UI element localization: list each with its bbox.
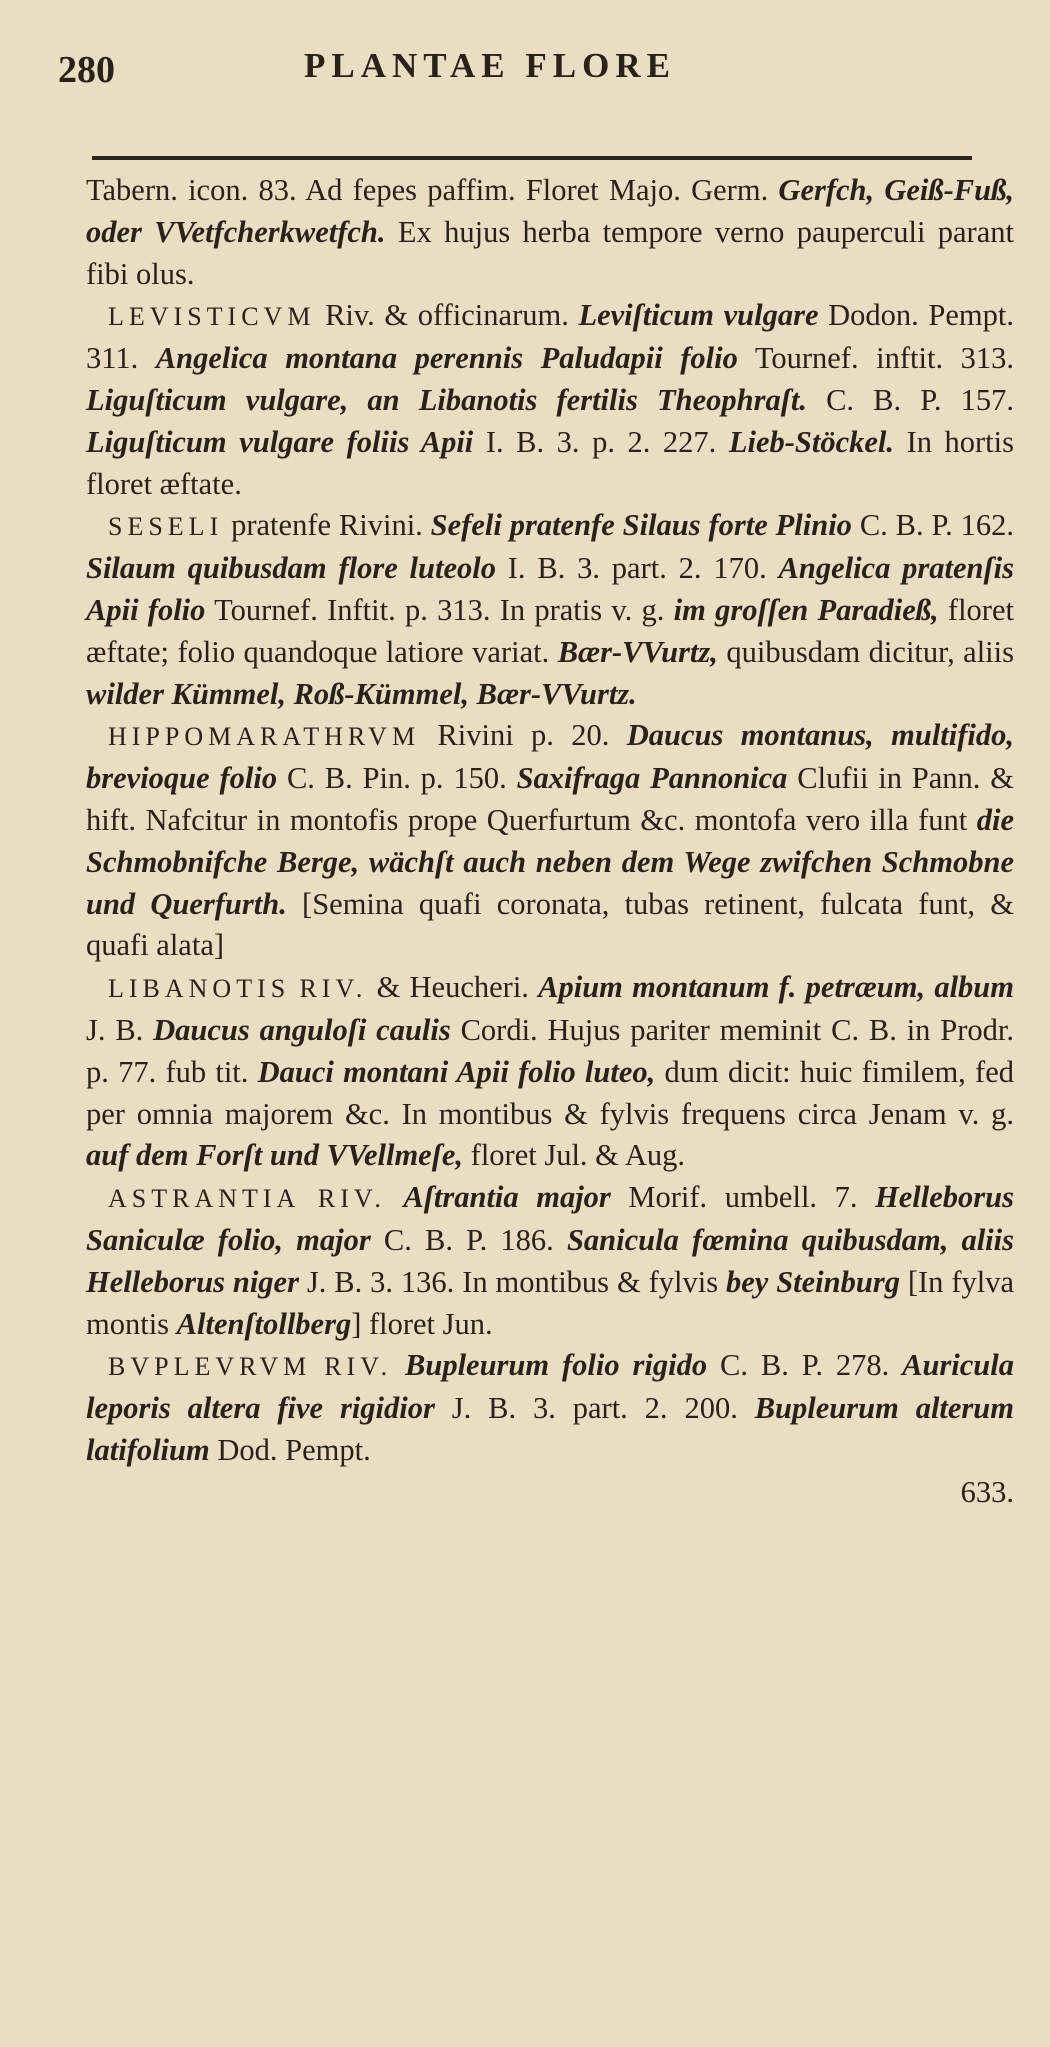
text-run: I. B. 3. part. 2. 170. bbox=[495, 551, 779, 586]
text-run: ] floret Jun. bbox=[351, 1306, 493, 1341]
running-head bbox=[58, 40, 1014, 98]
italic-text: Lieb-Stöckel. bbox=[728, 424, 895, 459]
entry-paragraph bbox=[86, 170, 1014, 295]
italic-text: Aſtrantia major bbox=[403, 1180, 611, 1215]
header-title: PLANTAE FLORE bbox=[304, 46, 676, 85]
text-run bbox=[392, 1348, 405, 1382]
text-run: floret æftate; folio quandoque latiore variat. bbox=[86, 592, 1014, 669]
text-run: Tabern. icon. 83. Ad fepes paffim. Floret Majo. Germ. bbox=[86, 173, 779, 207]
italic-text: Gerfch, Geiß-Fuß, oder VVetfcherkwetfch. bbox=[86, 173, 1014, 249]
italic-text: Apium montanum f. petræum, album bbox=[538, 970, 1014, 1005]
text-run: J. B. bbox=[86, 1012, 154, 1047]
italic-text: bey Steinburg bbox=[725, 1264, 900, 1299]
italic-text: Auricula leporis altera five rigidior bbox=[86, 1348, 1014, 1426]
text-run: floret Jul. & Aug. bbox=[463, 1138, 685, 1173]
italic-text: Liguſticum vulgare, an Libanotis fertilis Theophraſt. bbox=[86, 382, 807, 417]
text-run: Ex hujus herba tempore verno pauperculi parant fibi olus. bbox=[86, 214, 1014, 291]
text-run: Cordi. Hujus pariter meminit C. B. in Prodr. p. 77. fub tit. bbox=[86, 1012, 1014, 1089]
italic-text: Angelica pratenſis Apii folio bbox=[86, 551, 1014, 627]
plant-name: ASTRANTIA bbox=[108, 1184, 301, 1214]
text-run: C. B. P. 186. bbox=[370, 1222, 567, 1257]
italic-text: Daucus montanus, multifido, brevioque folio bbox=[86, 718, 1014, 796]
entry-paragraph bbox=[86, 715, 1014, 967]
plant-name: RIV. bbox=[317, 1184, 386, 1214]
text-run bbox=[311, 1348, 324, 1382]
italic-text: Saxifraga Pannonica bbox=[516, 761, 788, 796]
text-run: Morif. umbell. 7. bbox=[610, 1180, 876, 1215]
italic-text: Altenſtollberg bbox=[176, 1306, 352, 1341]
italic-text: Dauci montani Apii folio luteo, bbox=[257, 1054, 656, 1089]
italic-text: Bupleurum folio rigido bbox=[405, 1348, 708, 1383]
entry-paragraph bbox=[86, 1177, 1014, 1345]
italic-text: Daucus anguloſi caulis bbox=[153, 1012, 451, 1047]
italic-text: wilder Kümmel, Roß-Kümmel, Bær-VVurtz. bbox=[86, 676, 637, 711]
text-run: J. B. 3. part. 2. 200. bbox=[434, 1391, 755, 1426]
text-run: C. B. P. 162. bbox=[851, 508, 1014, 543]
header-rule bbox=[92, 156, 972, 160]
text-run: Clufii in Pann. & hift. Nafcitur in montofis prope Querfurtum &c. montofa vero illa funt bbox=[86, 761, 1014, 837]
text-run: pratenfe Rivini. bbox=[223, 508, 431, 543]
italic-text: die Schmobnifche Berge, wächſt auch neben dem Wege zwifchen Schmobne und Querfurth. bbox=[86, 802, 1014, 921]
text-run: Tournef. Inftit. p. 313. In pratis v. g. bbox=[205, 592, 674, 627]
italic-text: Bupleurum alterum latifolium bbox=[86, 1391, 1014, 1467]
catchword: 633. bbox=[960, 1474, 1014, 1509]
text-run: [Semina quafi coronata, tubas retinent, fulcata funt, & quafi alata] bbox=[86, 886, 1014, 963]
text-run: I. B. 3. p. 2. 227. bbox=[473, 424, 729, 459]
text-run: C. B. Pin. p. 150. bbox=[277, 761, 517, 796]
plant-name: LEVISTICVM bbox=[108, 302, 316, 332]
italic-text: Leviſticum vulgare bbox=[578, 298, 819, 333]
italic-text: Angelica montana perennis Paludapii folio bbox=[155, 341, 738, 376]
body-text bbox=[86, 170, 1014, 1472]
italic-text: auf dem Forſt und VVellmeſe, bbox=[86, 1138, 464, 1173]
entry-paragraph bbox=[86, 295, 1014, 505]
italic-text: im groſſen Paradieß, bbox=[673, 592, 939, 627]
text-run: [In fylva montis bbox=[86, 1264, 1014, 1341]
text-run: Riv. & officinarum. bbox=[315, 298, 579, 333]
italic-text: Bær-VVurtz, bbox=[557, 634, 718, 669]
italic-text: Sefeli pratenfe Silaus forte Plinio bbox=[430, 508, 852, 543]
plant-name: LIBANOTIS bbox=[108, 974, 291, 1004]
italic-text: Helleborus Saniculæ folio, major bbox=[86, 1180, 1014, 1257]
text-run: C. B. P. 278. bbox=[707, 1348, 903, 1383]
text-run: quibusdam dicitur, aliis bbox=[717, 634, 1014, 669]
text-run: Tournef. inftit. 313. bbox=[737, 341, 1014, 376]
page-number: 280 bbox=[58, 49, 115, 91]
plant-name: BVPLEVRVM bbox=[108, 1352, 312, 1382]
text-run: Dodon. Pempt. 311. bbox=[86, 298, 1014, 376]
entry-paragraph bbox=[86, 1345, 1014, 1471]
text-run bbox=[386, 1180, 404, 1214]
plant-name: HIPPOMARATHRVM bbox=[108, 722, 421, 752]
text-run: dum dicit: huic fimilem, fed per omnia majorem &c. In montibus & fylvis frequens circa Jenam v. g. bbox=[86, 1054, 1014, 1131]
italic-text: Liguſticum vulgare foliis Apii bbox=[86, 424, 474, 459]
text-run: & Heucheri. bbox=[367, 970, 539, 1005]
italic-text: Sanicula fœmina quibusdam, aliis Helleborus niger bbox=[86, 1222, 1014, 1299]
text-run: Rivini p. 20. bbox=[420, 718, 627, 753]
text-run: C. B. P. 157. bbox=[806, 382, 1014, 417]
text-run: In hortis floret æftate. bbox=[86, 424, 1015, 501]
italic-text: Silaum quibusdam flore luteolo bbox=[86, 551, 496, 586]
text-run: J. B. 3. 136. In montibus & fylvis bbox=[298, 1264, 726, 1299]
plant-name: SESELI bbox=[108, 512, 224, 542]
plant-name: RIV. bbox=[324, 1352, 393, 1382]
text-run: Dod. Pempt. bbox=[209, 1432, 371, 1467]
entry-paragraph bbox=[86, 967, 1014, 1177]
text-run bbox=[300, 1180, 318, 1214]
entry-paragraph bbox=[86, 505, 1014, 715]
plant-name: RIV. bbox=[299, 974, 368, 1004]
